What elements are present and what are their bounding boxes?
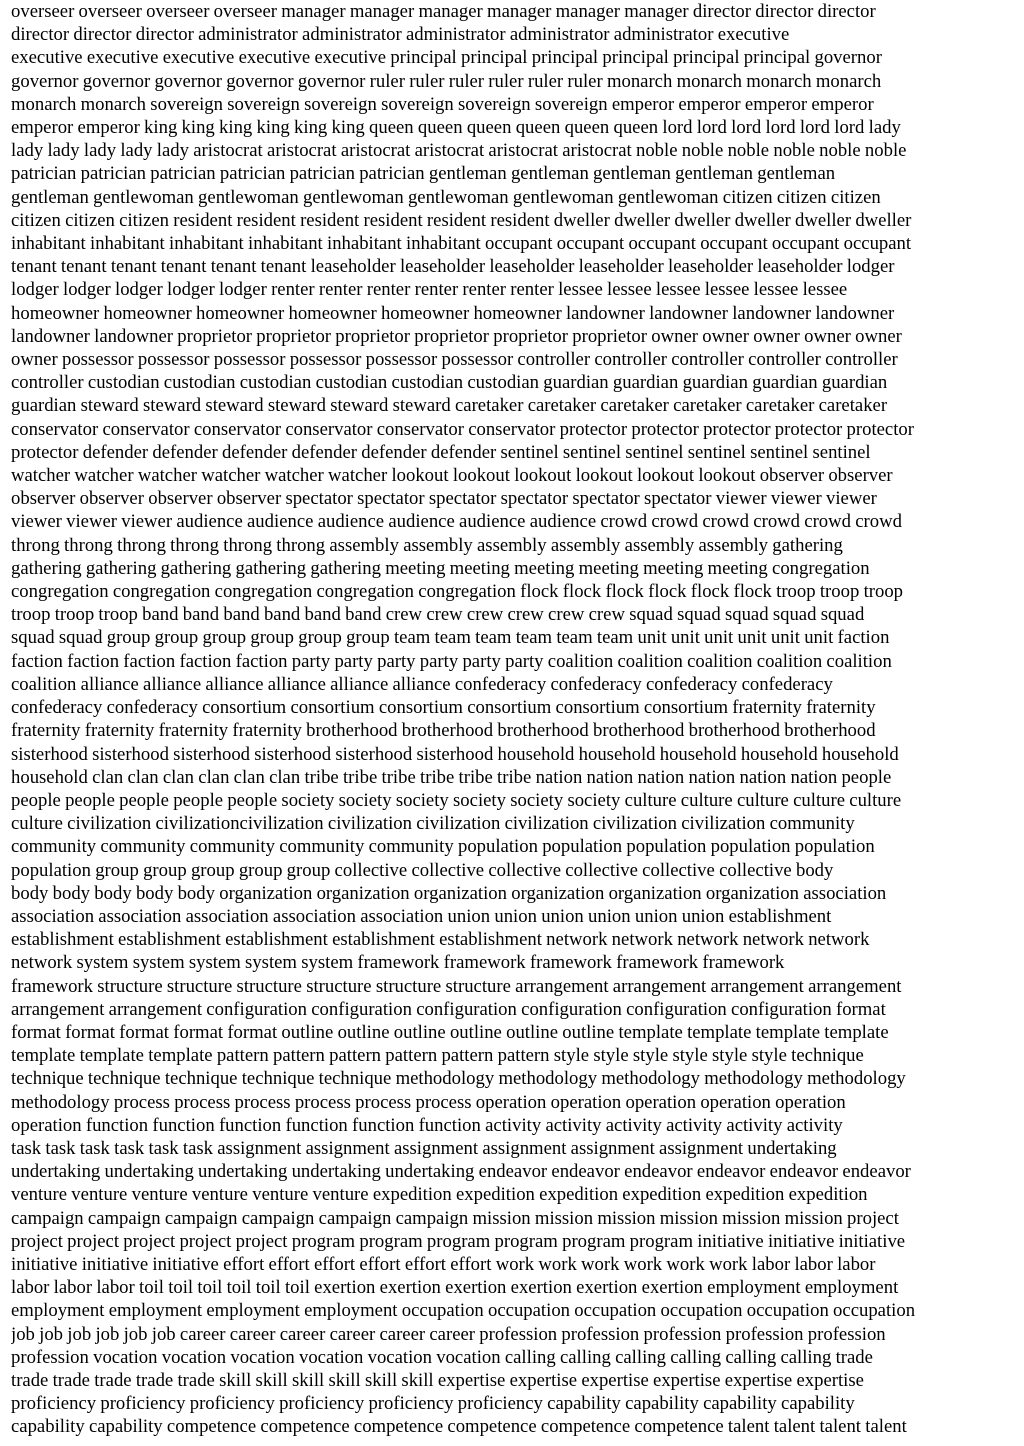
text-line: venture venture venture venture venture venture expedition expedition expedition expedition expedition expedition <box>11 1184 868 1206</box>
text-line: director director director administrator administrator administrator administrator administrator executive <box>11 24 790 46</box>
text-line: congregation congregation congregation congregation congregation flock flock flock flock flock flock troop troop troop <box>11 581 904 603</box>
text-line: guardian steward steward steward steward steward steward caretaker caretaker caretaker caretaker caretaker caretaker <box>11 395 888 417</box>
text-line: homeowner homeowner homeowner homeowner homeowner homeowner landowner landowner landowner landowner <box>11 302 895 324</box>
text-line: body body body body body organization organization organization organization organization organization association <box>11 882 887 904</box>
text-line: establishment establishment establishment establishment establishment network network network network network <box>11 929 870 951</box>
text-line: labor labor labor toil toil toil toil toil toil exertion exertion exertion exertion exertion exertion employment employment <box>11 1277 899 1299</box>
text-line: faction faction faction faction faction party party party party party party coalition coalition coalition coalition coalition <box>11 650 892 672</box>
text-line: gentleman gentlewoman gentlewoman gentlewoman gentlewoman gentlewoman gentlewoman citizen citizen citizen <box>11 186 881 208</box>
text-line: lodger lodger lodger lodger lodger renter renter renter renter renter renter lessee lessee lessee lessee lessee lessee <box>11 279 848 301</box>
text-line: technique technique technique technique technique methodology methodology methodology methodology methodology <box>11 1068 906 1090</box>
body-text <box>11 0 1014 1439</box>
text-line: sisterhood sisterhood sisterhood sisterhood sisterhood sisterhood household household household household household <box>11 743 899 765</box>
text-line: association association association association association union union union union union union establishment <box>11 905 832 927</box>
text-line: landowner landowner proprietor proprietor proprietor proprietor proprietor proprietor owner owner owner owner owner <box>11 325 902 347</box>
text-line: coalition alliance alliance alliance alliance alliance alliance confederacy confederacy confederacy confederacy <box>11 673 833 695</box>
text-line: throng throng throng throng throng throng assembly assembly assembly assembly assembly assembly gathering <box>11 534 843 556</box>
text-line: patrician patrician patrician patrician patrician patrician gentleman gentleman gentleman gentleman gentleman <box>11 163 836 185</box>
text-line: employment employment employment employment occupation occupation occupation occupation occupation occupation <box>11 1300 916 1322</box>
text-line: methodology process process process process process process operation operation operation operation operation <box>11 1091 846 1113</box>
text-line: overseer overseer overseer overseer manager manager manager manager manager manager director director director <box>11 1 876 22</box>
text-line: controller custodian custodian custodian custodian custodian custodian guardian guardian guardian guardian guardian <box>11 372 888 394</box>
text-line: network system system system system system framework framework framework framework framework <box>11 952 785 974</box>
text-line: owner possessor possessor possessor possessor possessor possessor controller controller controller controller controller <box>11 349 898 371</box>
text-line: watcher watcher watcher watcher watcher watcher lookout lookout lookout lookout lookout lookout observer observer <box>11 465 893 487</box>
text-line: monarch monarch sovereign sovereign sovereign sovereign sovereign sovereign emperor emperor emperor emperor <box>11 93 874 115</box>
text-line: community community community community community population population population population population <box>11 836 875 858</box>
text-line: protector defender defender defender defender defender defender sentinel sentinel sentinel sentinel sentinel sentinel <box>11 441 871 463</box>
text-line: governor governor governor governor governor ruler ruler ruler ruler ruler ruler monarch monarch monarch monarch <box>11 70 882 92</box>
text-line: format format format format format outline outline outline outline outline outline template template template template <box>11 1021 889 1043</box>
text-line: job job job job job job career career career career career career profession profession profession profession profession <box>11 1323 886 1345</box>
text-line: campaign campaign campaign campaign campaign campaign mission mission mission mission mission mission project <box>11 1207 899 1229</box>
text-line: arrangement arrangement configuration configuration configuration configuration configuration configuration format <box>11 998 886 1020</box>
text-line: culture civilization civilizationcivilization civilization civilization civilization civilization civilization community <box>11 813 855 835</box>
text-line: tenant tenant tenant tenant tenant tenant leaseholder leaseholder leaseholder leaseholder leaseholder leaseholder lodger <box>11 256 895 278</box>
text-line: undertaking undertaking undertaking undertaking undertaking endeavor endeavor endeavor endeavor endeavor endeavor <box>11 1161 911 1183</box>
text-line: squad squad group group group group group group team team team team team team unit unit unit unit unit unit faction <box>11 627 890 649</box>
text-line: project project project project project program program program program program program initiative initiative initiative <box>11 1230 906 1252</box>
text-line: capability capability competence competence competence competence competence competence talent talent talent talent <box>11 1416 907 1438</box>
text-line: citizen citizen citizen resident resident resident resident resident resident dweller dweller dweller dweller dweller dweller <box>11 209 912 231</box>
text-line: emperor emperor king king king king king king queen queen queen queen queen queen lord lord lord lord lord lord lady <box>11 117 901 139</box>
text-line: executive executive executive executive executive principal principal principal principal principal principal governor <box>11 47 882 69</box>
text-line: lady lady lady lady lady aristocrat aristocrat aristocrat aristocrat aristocrat aristocrat noble noble noble noble noble noble <box>11 140 907 162</box>
text-line: conservator conservator conservator conservator conservator conservator protector protector protector protector protector <box>11 418 914 440</box>
text-line: observer observer observer observer spectator spectator spectator spectator spectator spectator viewer viewer viewer <box>11 488 877 510</box>
text-line: profession vocation vocation vocation vocation vocation vocation calling calling calling calling calling calling trade <box>11 1346 873 1368</box>
text-line: confederacy confederacy consortium consortium consortium consortium consortium consortium fraternity fraternity <box>11 697 876 719</box>
text-line: template template template pattern pattern pattern pattern pattern pattern style style style style style style technique <box>11 1045 864 1067</box>
text-line: household clan clan clan clan clan clan tribe tribe tribe tribe tribe tribe nation nation nation nation nation nation people <box>11 766 892 788</box>
text-line: troop troop troop band band band band band band crew crew crew crew crew crew squad squad squad squad squad <box>11 604 865 626</box>
text-line: gathering gathering gathering gathering gathering meeting meeting meeting meeting meeting meeting congregation <box>11 557 870 579</box>
text-line: fraternity fraternity fraternity fraternity brotherhood brotherhood brotherhood brotherhood brotherhood brotherhood <box>11 720 876 742</box>
text-line: inhabitant inhabitant inhabitant inhabitant inhabitant inhabitant occupant occupant occupant occupant occupant occupant <box>11 233 912 255</box>
text-line: population group group group group group collective collective collective collective collective collective body <box>11 859 834 881</box>
text-line: proficiency proficiency proficiency proficiency proficiency proficiency capability capability capability capability <box>11 1393 855 1415</box>
text-line: framework structure structure structure structure structure structure arrangement arrangement arrangement arrangement <box>11 975 902 997</box>
text-line: operation function function function function function function activity activity activity activity activity activity <box>11 1114 843 1136</box>
text-line: trade trade trade trade trade skill skill skill skill skill skill expertise expertise expertise expertise expertise expertise <box>11 1369 864 1391</box>
text-line: viewer viewer viewer audience audience audience audience audience audience crowd crowd crowd crowd crowd crowd <box>11 511 902 533</box>
text-line: people people people people people society society society society society society culture culture culture culture culture <box>11 789 902 811</box>
text-line: task task task task task task assignment assignment assignment assignment assignment assignment undertaking <box>11 1137 837 1159</box>
text-line: initiative initiative initiative effort effort effort effort effort effort work work work work work work labor labor labor <box>11 1253 876 1275</box>
